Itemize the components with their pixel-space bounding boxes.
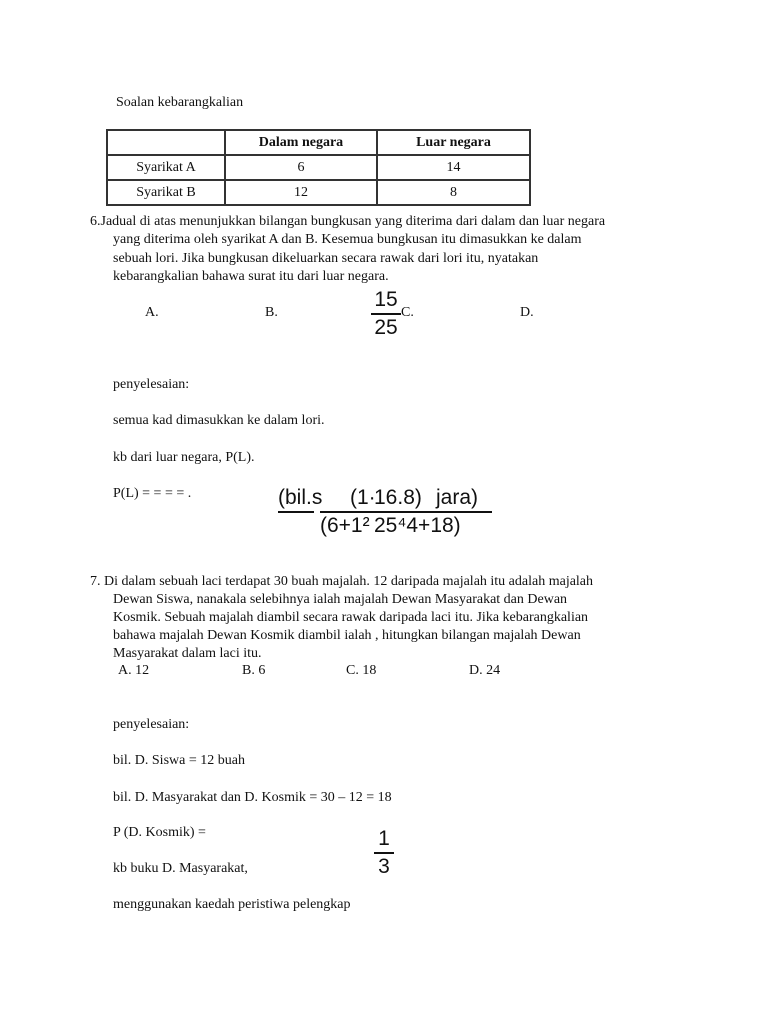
- fraction-bar: [374, 852, 394, 854]
- table-header-cell: [107, 130, 225, 155]
- eq-fragment: jara): [436, 486, 479, 509]
- q6-option-d: D.: [520, 305, 534, 320]
- fraction-bar: [372, 511, 424, 513]
- fraction-denominator: 25: [374, 316, 398, 339]
- fraction-bar: [320, 511, 372, 513]
- eq-fragment: 16.8): [374, 486, 422, 509]
- q7-option-a: A. 12: [118, 663, 150, 678]
- q7-option-c: C. 18: [346, 663, 377, 678]
- table-cell: Syarikat A: [107, 155, 225, 180]
- q6-option-a: A.: [145, 305, 159, 320]
- table-cell: 6: [225, 155, 377, 180]
- fraction-numerator: 1: [378, 827, 390, 850]
- q7-solution-line: bil. D. Siswa = 12 buah: [113, 753, 245, 768]
- q7-solution-line: bil. D. Masyarakat dan D. Kosmik = 30 – 12 = 18: [113, 790, 392, 805]
- q6-line: sebuah lori. Jika bungkusan dikeluarkan secara rawak dari lori itu, nyatakan: [113, 251, 539, 266]
- q7-solution-line: P (D. Kosmik) =: [113, 825, 206, 840]
- q7-line: Masyarakat dalam laci itu.: [113, 646, 262, 661]
- fraction-bar: [278, 511, 314, 513]
- table-header-cell: Luar negara: [377, 130, 530, 155]
- table-cell: 14: [377, 155, 530, 180]
- fraction-bar: [371, 313, 401, 315]
- q7-line: Kosmik. Sebuah majalah diambil secara rawak daripada laci itu. Jika kebarangkalian: [113, 610, 589, 625]
- table-row: [107, 155, 530, 180]
- table-cell: 8: [377, 180, 530, 205]
- q6-option-b: B.: [265, 305, 278, 320]
- q6-solution-line: kb dari luar negara, P(L).: [113, 450, 255, 465]
- q7-line: 7. Di dalam sebuah laci terdapat 30 buah majalah. 12 daripada majalah itu adalah majalah: [90, 574, 594, 589]
- eq-fragment: (bil.s: [278, 486, 323, 509]
- q6-solution-line: P(L) = = = = .: [113, 486, 192, 501]
- fraction-numerator: 15: [374, 288, 398, 311]
- eq-fragment: 25⁴4+18): [374, 514, 461, 537]
- q6-line: kebarangkalian bahawa surat itu dari luar negara.: [113, 269, 389, 284]
- q6-option-c: C.: [401, 305, 414, 320]
- q7-line: bahawa majalah Dewan Kosmik diambil ialah , hitungkan bilangan majalah Dewan: [113, 628, 581, 643]
- q7-fraction: [374, 828, 394, 878]
- eq-fragment: (6+1²: [320, 514, 370, 537]
- q7-solution-line: kb buku D. Masyarakat,: [113, 861, 248, 876]
- table-cell: Syarikat B: [107, 180, 225, 205]
- q7-solution-label: penyelesaian:: [113, 717, 190, 732]
- heading: Soalan kebarangkalian: [116, 95, 244, 110]
- table-header-row: [107, 130, 530, 155]
- q6-fraction: [371, 289, 401, 339]
- q7-option-d: D. 24: [469, 663, 501, 678]
- data-table: [106, 129, 531, 206]
- fraction-denominator: 3: [378, 855, 390, 878]
- q6-line: 6.Jadual di atas menunjukkan bilangan bungkusan yang diterima dari dalam dan luar negara: [90, 214, 606, 229]
- q6-solution-label: penyelesaian:: [113, 377, 190, 392]
- q7-option-b: B. 6: [242, 663, 266, 678]
- eq-fragment: (1·: [350, 486, 376, 509]
- table-header-cell: Dalam negara: [225, 130, 377, 155]
- table-cell: 12: [225, 180, 377, 205]
- fraction-bar: [424, 511, 492, 513]
- q7-solution-line: menggunakan kaedah peristiwa pelengkap: [113, 897, 351, 912]
- q6-solution-line: semua kad dimasukkan ke dalam lori.: [113, 413, 325, 428]
- q6-line: yang diterima oleh syarikat A dan B. Kesemua bungkusan itu dimasukkan ke dalam: [113, 232, 582, 247]
- table-row: [107, 180, 530, 205]
- q7-line: Dewan Siswa, nanakala selebihnya ialah majalah Dewan Masyarakat dan Dewan: [113, 592, 568, 607]
